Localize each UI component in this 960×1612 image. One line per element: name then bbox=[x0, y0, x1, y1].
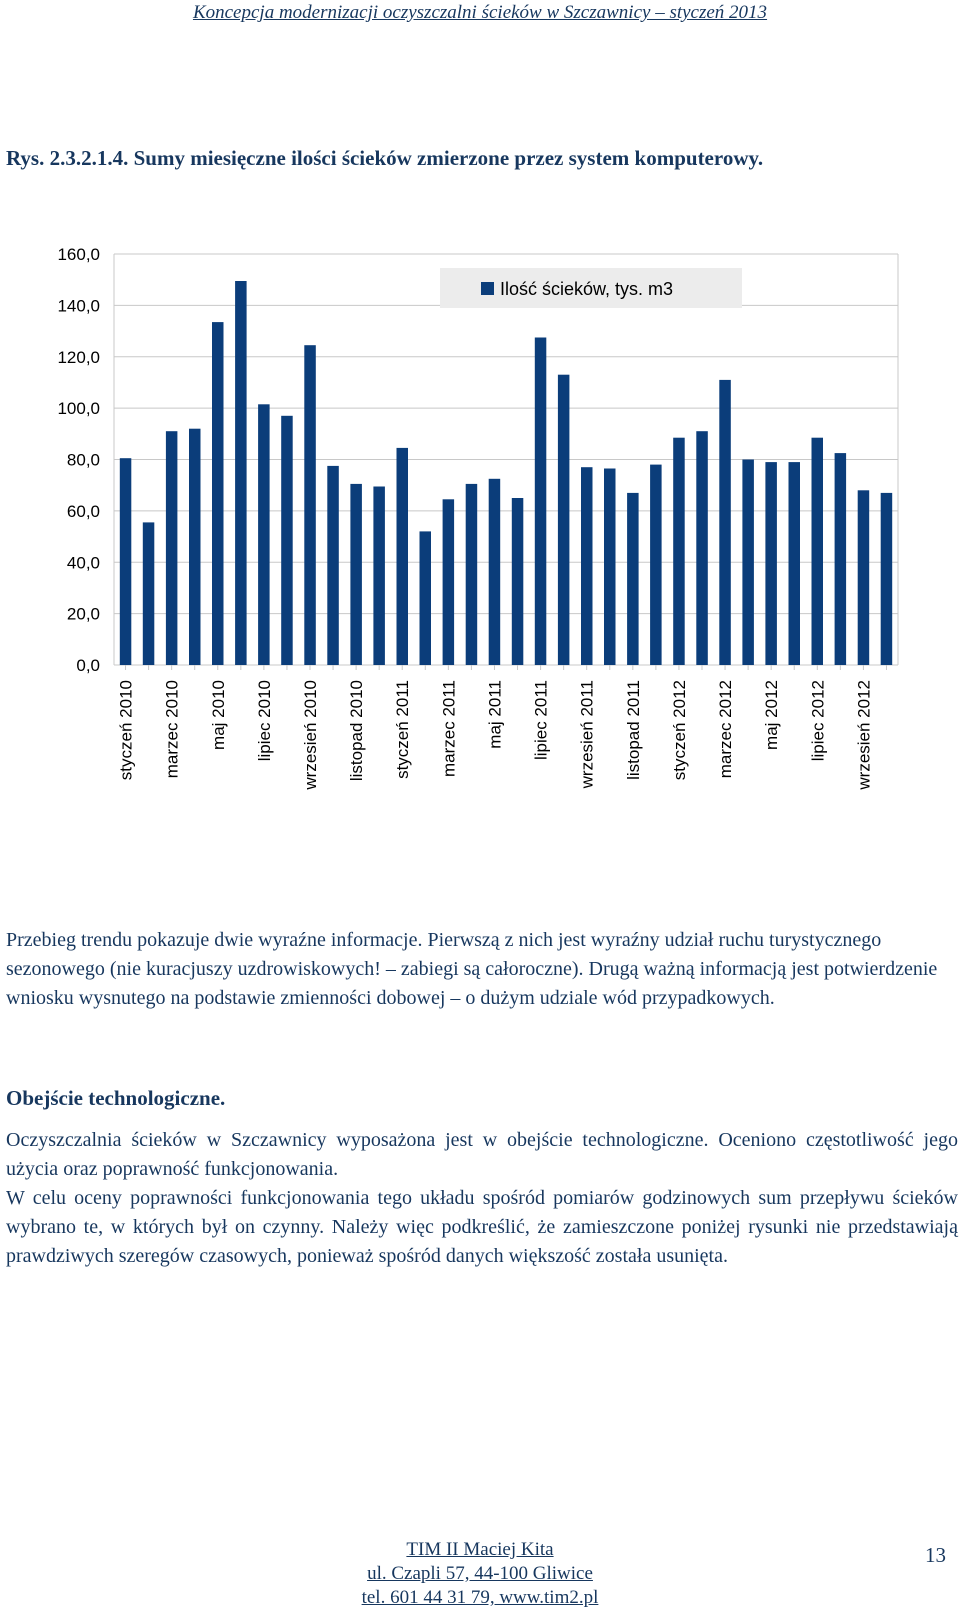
bar bbox=[812, 438, 824, 665]
x-tick-label: marzec 2010 bbox=[162, 680, 182, 779]
bar bbox=[466, 484, 478, 665]
y-tick-label: 60,0 bbox=[66, 501, 100, 521]
bar bbox=[696, 431, 708, 665]
footer-address: ul. Czapli 57, 44-100 Gliwice bbox=[367, 1563, 593, 1584]
y-tick-label: 100,0 bbox=[57, 399, 100, 419]
x-tick-label: styczeń 2011 bbox=[393, 680, 413, 779]
footer-contact: tel. 601 44 31 79, www.tim2.pl bbox=[361, 1587, 599, 1608]
x-tick-label: marzec 2011 bbox=[439, 680, 459, 778]
x-tick-label: lipiec 2011 bbox=[531, 680, 551, 761]
bar bbox=[650, 465, 662, 665]
x-tick-label: wrzesień 2012 bbox=[854, 680, 874, 790]
x-tick-label: maj 2011 bbox=[485, 680, 505, 749]
running-title: Koncepcja modernizacji oczyszczalni ścieków w Szczawnicy – styczeń 2013 bbox=[192, 2, 768, 23]
bar bbox=[350, 484, 362, 665]
x-tick-label: listopad 2010 bbox=[347, 680, 367, 782]
y-tick-label: 40,0 bbox=[66, 553, 100, 573]
bar bbox=[143, 522, 155, 665]
y-tick-label: 160,0 bbox=[57, 245, 100, 264]
y-tick-label: 20,0 bbox=[66, 604, 100, 624]
bar bbox=[420, 531, 432, 665]
section-heading: Obejście technologiczne. bbox=[6, 1086, 226, 1110]
y-tick-label: 140,0 bbox=[57, 296, 100, 316]
x-tick-label: lipiec 2010 bbox=[254, 680, 274, 762]
x-tick-label: styczeń 2010 bbox=[116, 680, 136, 781]
running-header bbox=[0, 2, 960, 24]
paragraph-trend: Przebieg trendu pokazuje dwie wyraźne informacje. Pierwszą z nich jest wyraźny udział ruchu turystycznego sezonowego (nie kuracjuszy uzdrowiskowych! – zabiegi są całoroczne). Drugą ważną informacją jest potwierdzenie wniosku wysnutego na podstawie zmienności dobowej – o dużym udziale wód przypadkowych. bbox=[6, 929, 938, 1009]
paragraph-bypass-intro: Oczyszczalnia ścieków w Szczawnicy wyposażona jest w obejście technologiczne. Oceniono częstotliwość jego użycia oraz poprawność funkcjonowania. bbox=[6, 1129, 958, 1180]
x-tick-label: listopad 2011 bbox=[623, 680, 643, 780]
x-tick-label: marzec 2012 bbox=[716, 680, 736, 779]
bar bbox=[166, 431, 178, 665]
x-tick-label: wrzesień 2011 bbox=[577, 680, 597, 789]
y-tick-label: 80,0 bbox=[66, 450, 100, 470]
bar bbox=[443, 499, 455, 665]
bar bbox=[789, 462, 801, 665]
bar-chart bbox=[0, 240, 960, 830]
bar bbox=[581, 467, 593, 665]
page-number: 13 bbox=[925, 1543, 946, 1567]
bar bbox=[397, 448, 409, 665]
x-tick-label: wrzesień 2010 bbox=[301, 680, 320, 790]
y-tick-label: 0,0 bbox=[76, 656, 100, 675]
bar bbox=[189, 429, 201, 665]
footer-company: TIM II Maciej Kita bbox=[406, 1539, 554, 1560]
bar bbox=[281, 416, 293, 665]
y-tick-label: 120,0 bbox=[57, 347, 100, 367]
bar bbox=[327, 466, 339, 665]
bar bbox=[719, 380, 731, 665]
bar bbox=[258, 404, 270, 665]
bar bbox=[765, 462, 777, 665]
bar bbox=[604, 469, 616, 666]
figure-caption: Rys. 2.3.2.1.4. Sumy miesięczne ilości ścieków zmierzone przez system komputerowy. bbox=[6, 146, 764, 170]
x-tick-label: styczeń 2012 bbox=[669, 680, 689, 781]
bar bbox=[489, 479, 501, 665]
legend-swatch bbox=[481, 282, 494, 295]
bar bbox=[742, 460, 754, 666]
bar bbox=[120, 458, 132, 665]
legend-label: Ilość ścieków, tys. m3 bbox=[500, 279, 674, 299]
paragraph-bypass-method: W celu oceny poprawności funkcjonowania tego układu spośród pomiarów godzinowych sum przepływu ścieków wybrano te, w których był on czynny. Należy więc podkreślić, że zamieszczone poniżej rysunki nie przedstawiają prawdziwych szeregów czasowych, ponieważ spośród danych większość została usunięta. bbox=[6, 1187, 958, 1267]
bar bbox=[627, 493, 639, 665]
paragraph-bypass bbox=[6, 1126, 958, 1271]
bar bbox=[535, 338, 547, 666]
x-tick-label: maj 2012 bbox=[762, 680, 782, 750]
bar bbox=[235, 281, 247, 665]
x-tick-label: maj 2010 bbox=[208, 680, 228, 750]
x-tick-label: lipiec 2012 bbox=[808, 680, 828, 762]
bar bbox=[835, 453, 847, 665]
bar bbox=[373, 487, 385, 666]
page-footer bbox=[0, 1538, 960, 1610]
bar bbox=[858, 490, 870, 665]
bar bbox=[212, 322, 224, 665]
bar bbox=[881, 493, 893, 665]
bar bbox=[304, 345, 316, 665]
bar bbox=[512, 498, 524, 665]
bar bbox=[558, 375, 570, 665]
bar bbox=[673, 438, 685, 665]
